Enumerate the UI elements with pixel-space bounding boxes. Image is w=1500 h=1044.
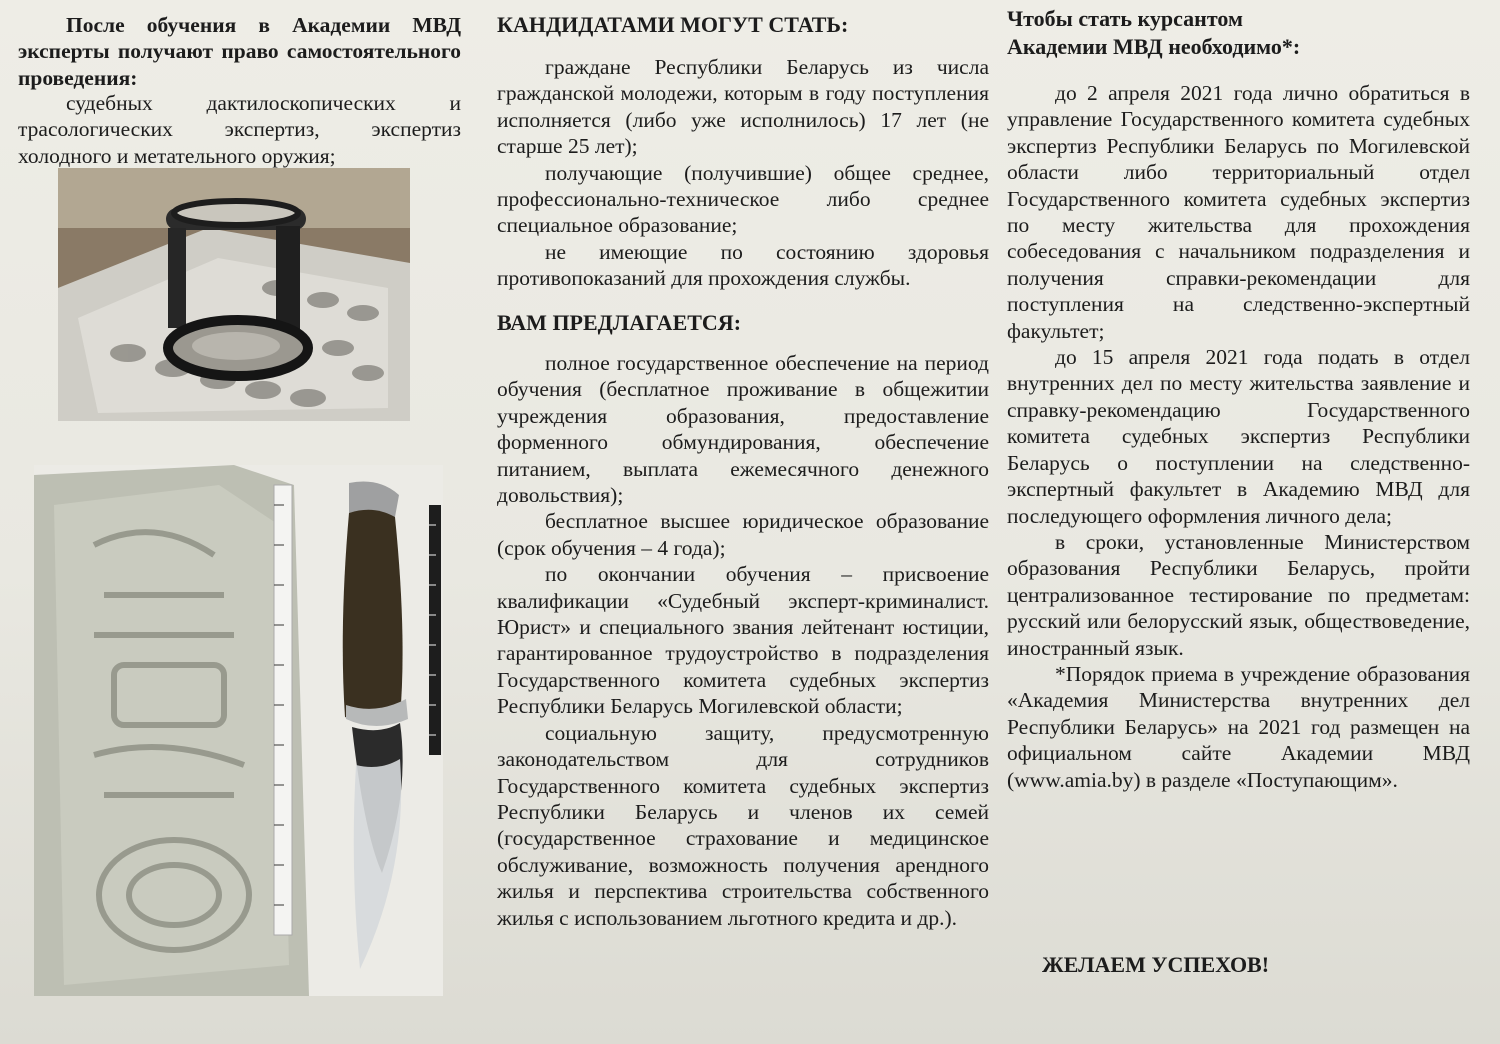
- footprint-knife-photo: [34, 465, 443, 996]
- list-item: бесплатное высшее юридическое образование (срок обучения – 4 года);: [497, 509, 989, 560]
- list-item: не имеющие по состоянию здоровья противопоказаний для прохождения службы.: [497, 239, 989, 291]
- candidates-heading: КАНДИДАТАМИ МОГУТ СТАТЬ:: [497, 12, 849, 37]
- footnote: *Порядок приема в учреждение образования «Академия Министерства внутренних дел Республики Беларусь» на 2021 год размещен на официальном сайте Академии МВД (www.amia.by) в разделе «Поступающим».: [1007, 661, 1470, 792]
- requirements-list: [1007, 80, 1470, 793]
- right-heading-line1: Чтобы стать курсантом: [1007, 6, 1243, 31]
- magnifier-photo: [58, 168, 410, 421]
- list-item: социальную защиту, предусмотренную законодательством для сотрудников Государственного комитета судебных экспертиз Республики Беларусь и членов их семей (государственное страхование и медицинское обслуживание, возможность получения арендного жилья и перспектива строительства собственного жилья с использованием льготного кредита и др.).: [497, 720, 989, 930]
- candidates-list: [497, 54, 989, 292]
- list-item: в сроки, установленные Министерством образования Республики Беларусь, пройти централизованное тестирование по предметам: русский или белорусский язык, обществоведение, иностранный язык.: [1007, 529, 1470, 660]
- list-item: полное государственное обеспечение на период обучения (бесплатное проживание в общежитии учреждения образования, предоставление форменного обмундирования, обеспечение питанием, выплата ежемесячного денежного довольствия);: [497, 351, 989, 508]
- list-item: до 2 апреля 2021 года лично обратиться в управление Государственного комитета судебных экспертиз Республики Беларусь по Могилевской области либо территориальный отдел Государственного комитета судебных экспертиз по месту жительства для прохождения собеседования с начальником подразделения и получения справки-рекомендации для поступления на следственно-экспертный факультет;: [1007, 81, 1470, 343]
- list-item: получающие (получившие) общее среднее, профессионально-техническое либо среднее специальное образование;: [497, 160, 989, 238]
- offer-heading: ВАМ ПРЕДЛАГАЕТСЯ:: [497, 310, 742, 335]
- offer-list: [497, 350, 989, 931]
- closing-wish: ЖЕЛАЕМ УСПЕХОВ!: [1042, 952, 1270, 977]
- list-item: граждане Республики Беларусь из числа гражданской молодежи, которым в году поступления исполняется (либо уже исполнилось) 17 лет (не старше 25 лет);: [497, 55, 989, 159]
- intro-paragraph: После обучения в Академии МВД эксперты получают право самостоятельного проведения:: [18, 13, 461, 90]
- list-item: до 15 апреля 2021 года подать в отдел внутренних дел по месту жительства заявление и справку-рекомендацию Государственного комитета судебных экспертиз Республики Беларусь о поступлении на следственно-экспертный факультет в Академию МВД для последующего оформления личного дела;: [1007, 345, 1470, 528]
- intro-item: судебных дактилоскопических и трасологических экспертиз, экспертиз холодного и метательного оружия;: [18, 91, 461, 168]
- list-item: по окончании обучения – присвоение квалификации «Судебный эксперт-криминалист. Юрист» и специального звания лейтенант юстиции, гарантированное трудоустройство в подразделения Государственного комитета судебных экспертиз Республики Беларусь Могилевской области;: [497, 562, 989, 719]
- right-heading-line2: Академии МВД необходимо*:: [1007, 34, 1301, 59]
